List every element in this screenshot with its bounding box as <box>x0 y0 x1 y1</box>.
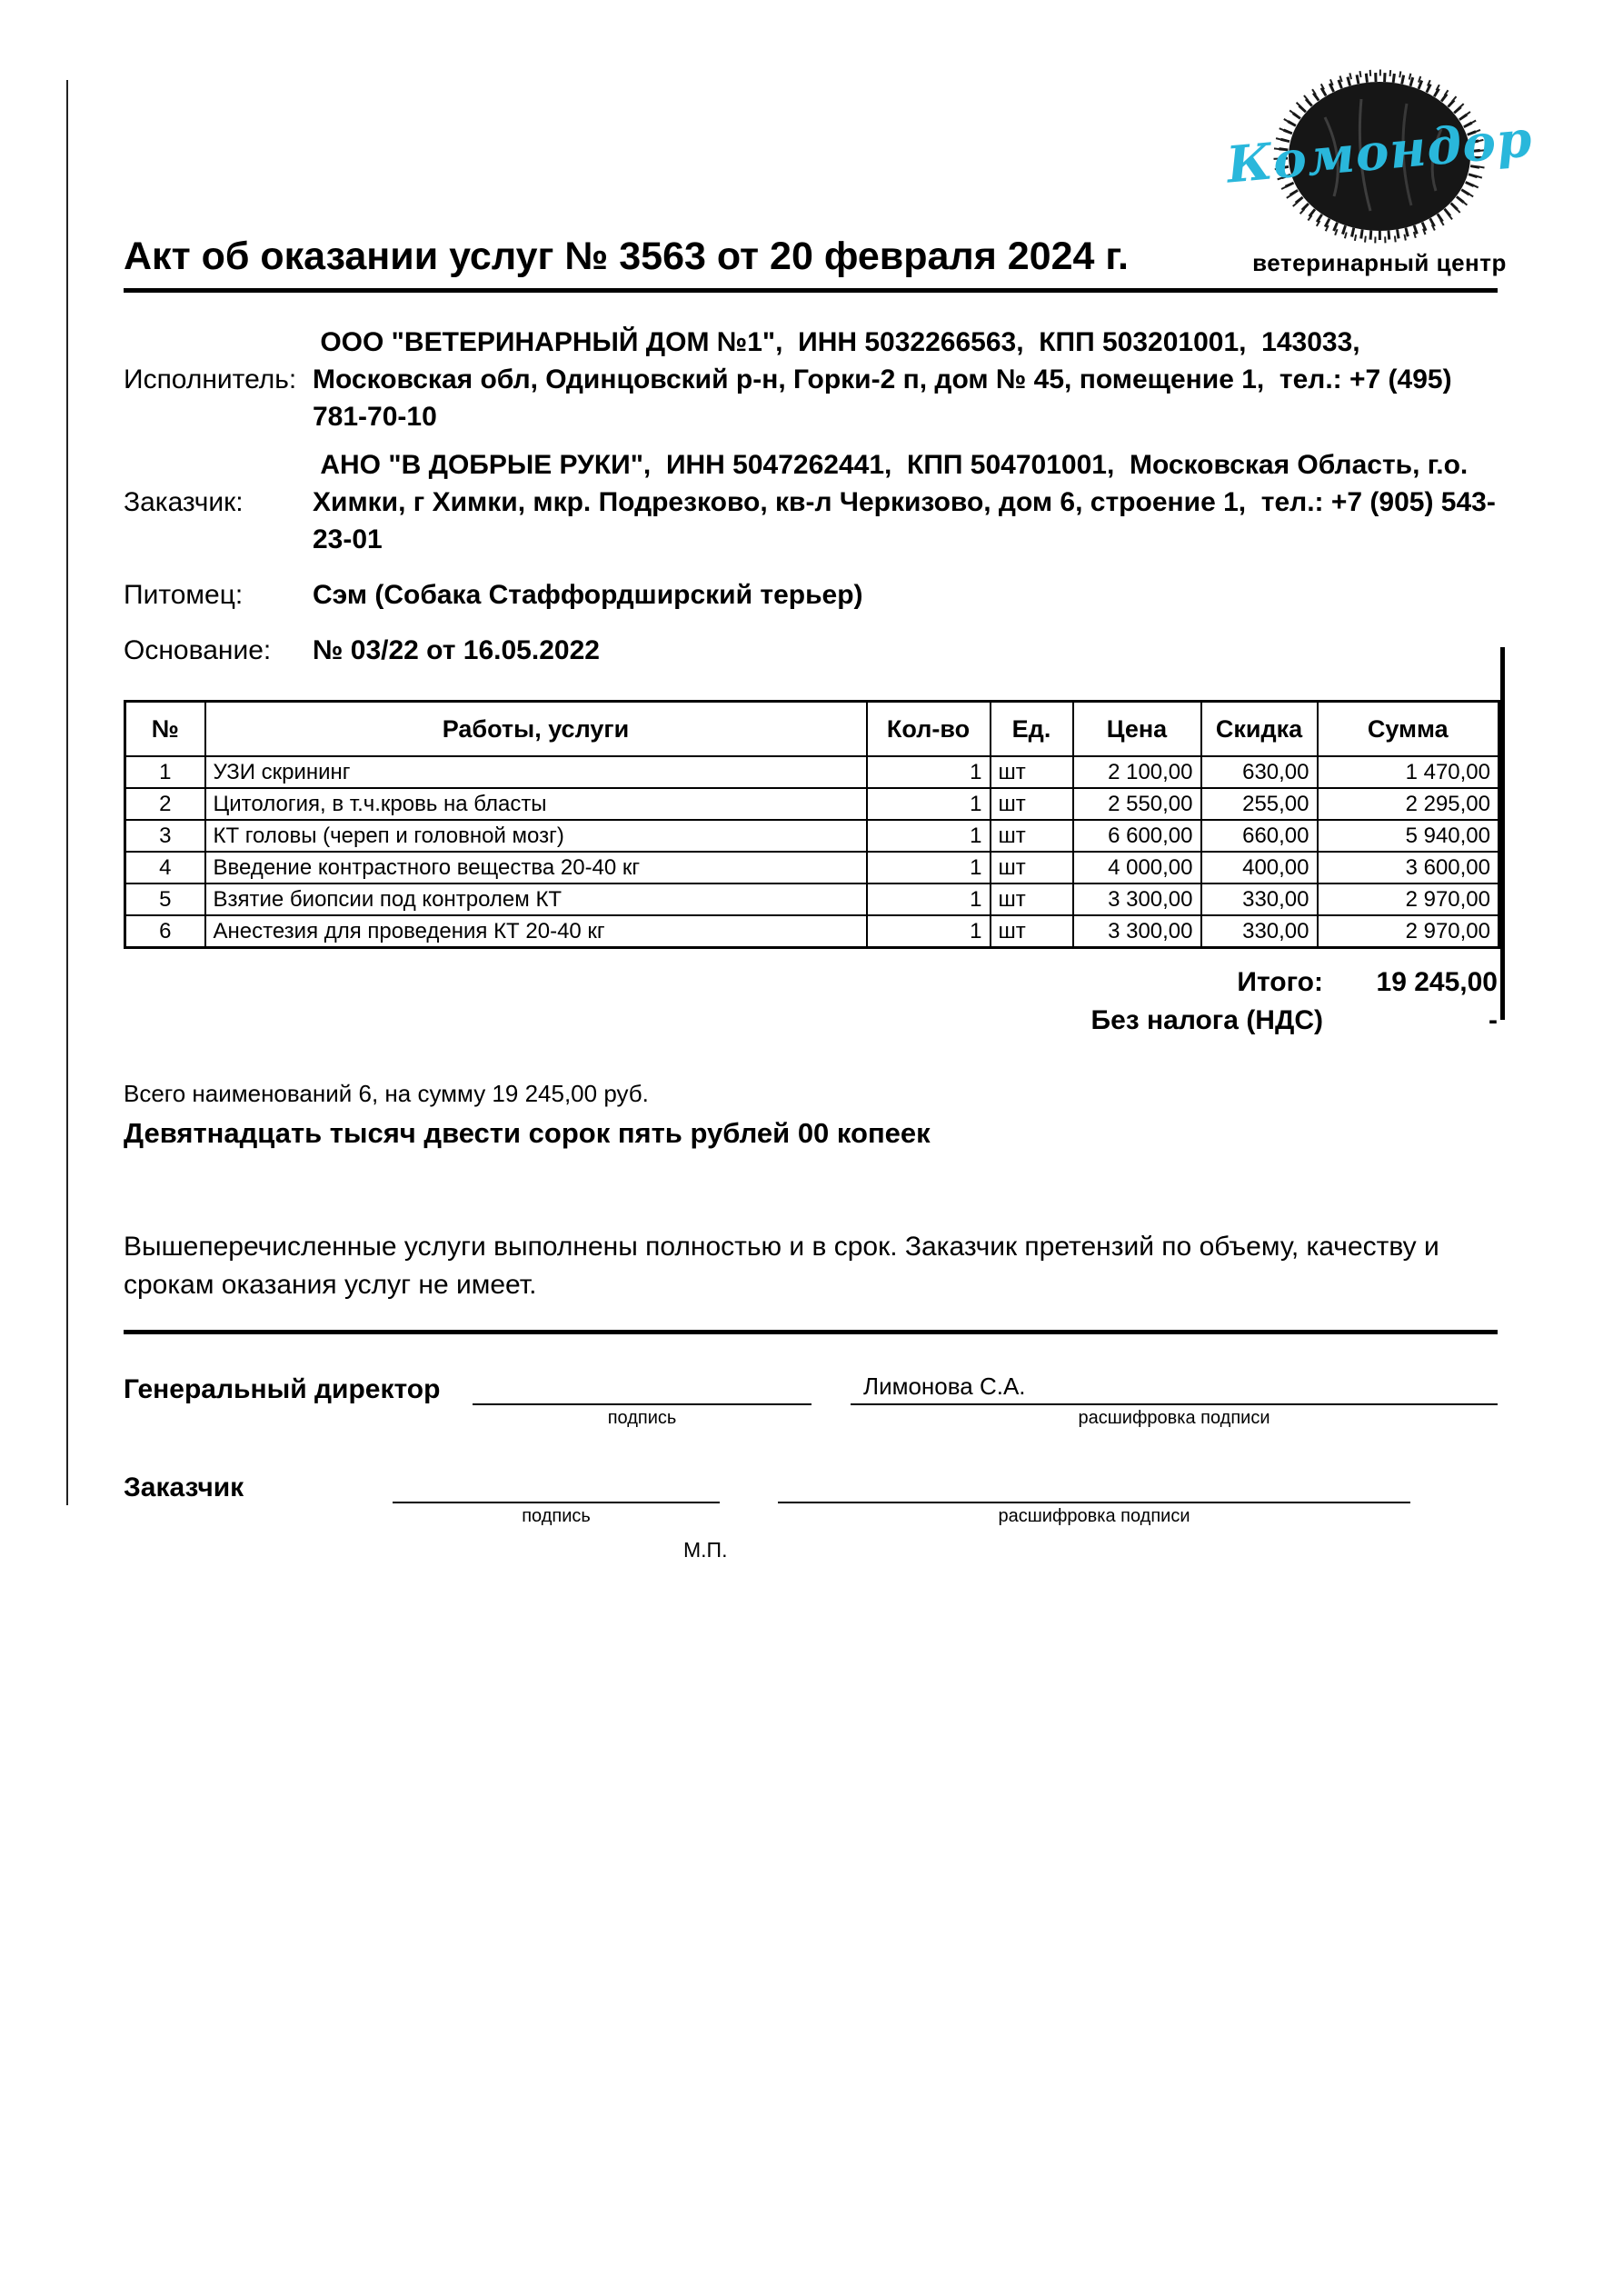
document-title: Акт об оказании услуг № 3563 от 20 февраля 2024 г. <box>124 235 1129 278</box>
col-header-qty: Кол-во <box>867 702 991 757</box>
cell-unit: шт <box>991 883 1073 915</box>
cell-service: Введение контрастного вещества 20-40 кг <box>205 852 867 883</box>
customer-title-label: Заказчик <box>124 1472 244 1502</box>
customer-name-line <box>778 1463 1410 1503</box>
cell-number: 5 <box>125 883 205 915</box>
cell-service: Взятие биопсии под контролем КТ <box>205 883 867 915</box>
col-header-discount: Скидка <box>1201 702 1318 757</box>
services-table <box>124 700 1500 949</box>
cell-qty: 1 <box>867 883 991 915</box>
cell-qty: 1 <box>867 788 991 820</box>
rasshifrovka-caption: расшифровка подписи <box>998 1506 1190 1526</box>
cell-unit: шт <box>991 820 1073 852</box>
cell-qty: 1 <box>867 820 991 852</box>
cell-price: 6 600,00 <box>1073 820 1201 852</box>
director-captions-row <box>124 1405 1498 1429</box>
customer-signature-line <box>393 1463 720 1503</box>
cell-sum: 1 470,00 <box>1318 756 1499 788</box>
table-row <box>125 883 1499 915</box>
col-header-price: Цена <box>1073 702 1201 757</box>
col-header-number: № <box>125 702 205 757</box>
tax-value: - <box>1489 1005 1498 1035</box>
cell-price: 2 550,00 <box>1073 788 1201 820</box>
cell-sum: 2 970,00 <box>1318 883 1499 915</box>
cell-service: КТ головы (череп и головной мозг) <box>205 820 867 852</box>
cell-number: 6 <box>125 915 205 948</box>
podpis-caption: подпись <box>522 1506 591 1526</box>
customer-value: АНО "В ДОБРЫЕ РУКИ", ИНН 5047262441, КПП 504701001, Московская Область, г.о. Химки, г Химки, мкр. Подрезково, кв-л Черкизово, дом 6, строение 1, тел.: +7 (905) 543-23-01 <box>313 450 1496 554</box>
cell-price: 3 300,00 <box>1073 915 1201 948</box>
completion-statement: Вышеперечисленные услуги выполнены полностью и в срок. Заказчик претензий по объему, качеству и срокам оказания услуг не имеет. <box>124 1232 1439 1300</box>
cell-price: 3 300,00 <box>1073 883 1201 915</box>
table-row <box>125 788 1499 820</box>
cell-unit: шт <box>991 788 1073 820</box>
cell-service: УЗИ скрининг <box>205 756 867 788</box>
cell-discount: 400,00 <box>1201 852 1318 883</box>
cell-qty: 1 <box>867 915 991 948</box>
customer-label: Заказчик: <box>124 486 244 517</box>
customer-signature-row <box>124 1463 1498 1503</box>
totals-tax-row <box>124 1005 1498 1036</box>
table-row <box>125 756 1499 788</box>
title-rule <box>124 288 1498 293</box>
executor-label: Исполнитель: <box>124 364 297 394</box>
director-signature-row <box>124 1365 1498 1405</box>
cell-price: 4 000,00 <box>1073 852 1201 883</box>
cell-unit: шт <box>991 915 1073 948</box>
itogo-value: 19 245,00 <box>1376 967 1498 997</box>
col-header-services: Работы, услуги <box>205 702 867 757</box>
scan-edge-line <box>66 80 68 1505</box>
basis-label: Основание: <box>124 634 272 665</box>
totals-block <box>124 967 1498 1036</box>
cell-number: 1 <box>125 756 205 788</box>
cell-discount: 630,00 <box>1201 756 1318 788</box>
cell-sum: 2 295,00 <box>1318 788 1499 820</box>
cell-sum: 5 940,00 <box>1318 820 1499 852</box>
pet-row <box>124 576 1498 614</box>
podpis-caption: подпись <box>607 1408 677 1428</box>
table-row <box>125 915 1499 948</box>
cell-number: 2 <box>125 788 205 820</box>
signature-section-rule <box>124 1330 1498 1334</box>
table-row <box>125 820 1499 852</box>
director-title-label: Генеральный директор <box>124 1374 441 1404</box>
cell-qty: 1 <box>867 756 991 788</box>
customer-row <box>124 446 1498 558</box>
cell-sum: 2 970,00 <box>1318 915 1499 948</box>
table-header-row <box>125 702 1499 757</box>
logo-subtitle: ветеринарный центр <box>1252 249 1507 276</box>
tax-label: Без налога (НДС) <box>1090 1005 1323 1035</box>
cell-sum: 3 600,00 <box>1318 852 1499 883</box>
cell-service: Цитология, в т.ч.кровь на бласты <box>205 788 867 820</box>
col-header-unit: Ед. <box>991 702 1073 757</box>
stamp-place-label: М.П. <box>683 1538 728 1562</box>
document-content <box>124 0 1498 1562</box>
cell-discount: 330,00 <box>1201 883 1318 915</box>
totals-itogo-row <box>124 967 1498 998</box>
director-signature-line <box>473 1365 812 1405</box>
cell-discount: 330,00 <box>1201 915 1318 948</box>
executor-row <box>124 324 1498 435</box>
director-name: Лимонова С.А. <box>863 1373 1026 1400</box>
cell-unit: шт <box>991 852 1073 883</box>
basis-row <box>124 632 1498 669</box>
scan-edge-bar <box>1500 647 1505 1020</box>
cell-unit: шт <box>991 756 1073 788</box>
amount-in-words: Девятнадцать тысяч двести сорок пять рублей 00 копеек <box>124 1117 931 1149</box>
cell-number: 3 <box>125 820 205 852</box>
itogo-label: Итого: <box>1237 967 1323 997</box>
cell-discount: 660,00 <box>1201 820 1318 852</box>
rasshifrovka-caption: расшифровка подписи <box>1078 1408 1270 1428</box>
cell-number: 4 <box>125 852 205 883</box>
cell-discount: 255,00 <box>1201 788 1318 820</box>
logo-brand-script: Комондор <box>1224 108 1535 195</box>
cell-price: 2 100,00 <box>1073 756 1201 788</box>
items-count-line: Всего наименований 6, на сумму 19 245,00 руб. <box>124 1080 649 1107</box>
customer-captions-row <box>124 1503 1498 1527</box>
executor-value: ООО "ВЕТЕРИНАРНЫЙ ДОМ №1", ИНН 5032266563, КПП 503201001, 143033, Московская обл, Одинцовский р-н, Горки-2 п, дом № 45, помещение 1, тел.: +7 (495) 781-70-10 <box>313 327 1459 432</box>
pet-label: Питомец: <box>124 579 244 610</box>
col-header-sum: Сумма <box>1318 702 1499 757</box>
director-name-line <box>851 1365 1498 1405</box>
pet-value: Сэм (Собака Стаффордширский терьер) <box>313 580 863 610</box>
table-row <box>125 852 1499 883</box>
cell-service: Анестезия для проведения КТ 20-40 кг <box>205 915 867 948</box>
basis-value: № 03/22 от 16.05.2022 <box>313 635 600 665</box>
cell-qty: 1 <box>867 852 991 883</box>
